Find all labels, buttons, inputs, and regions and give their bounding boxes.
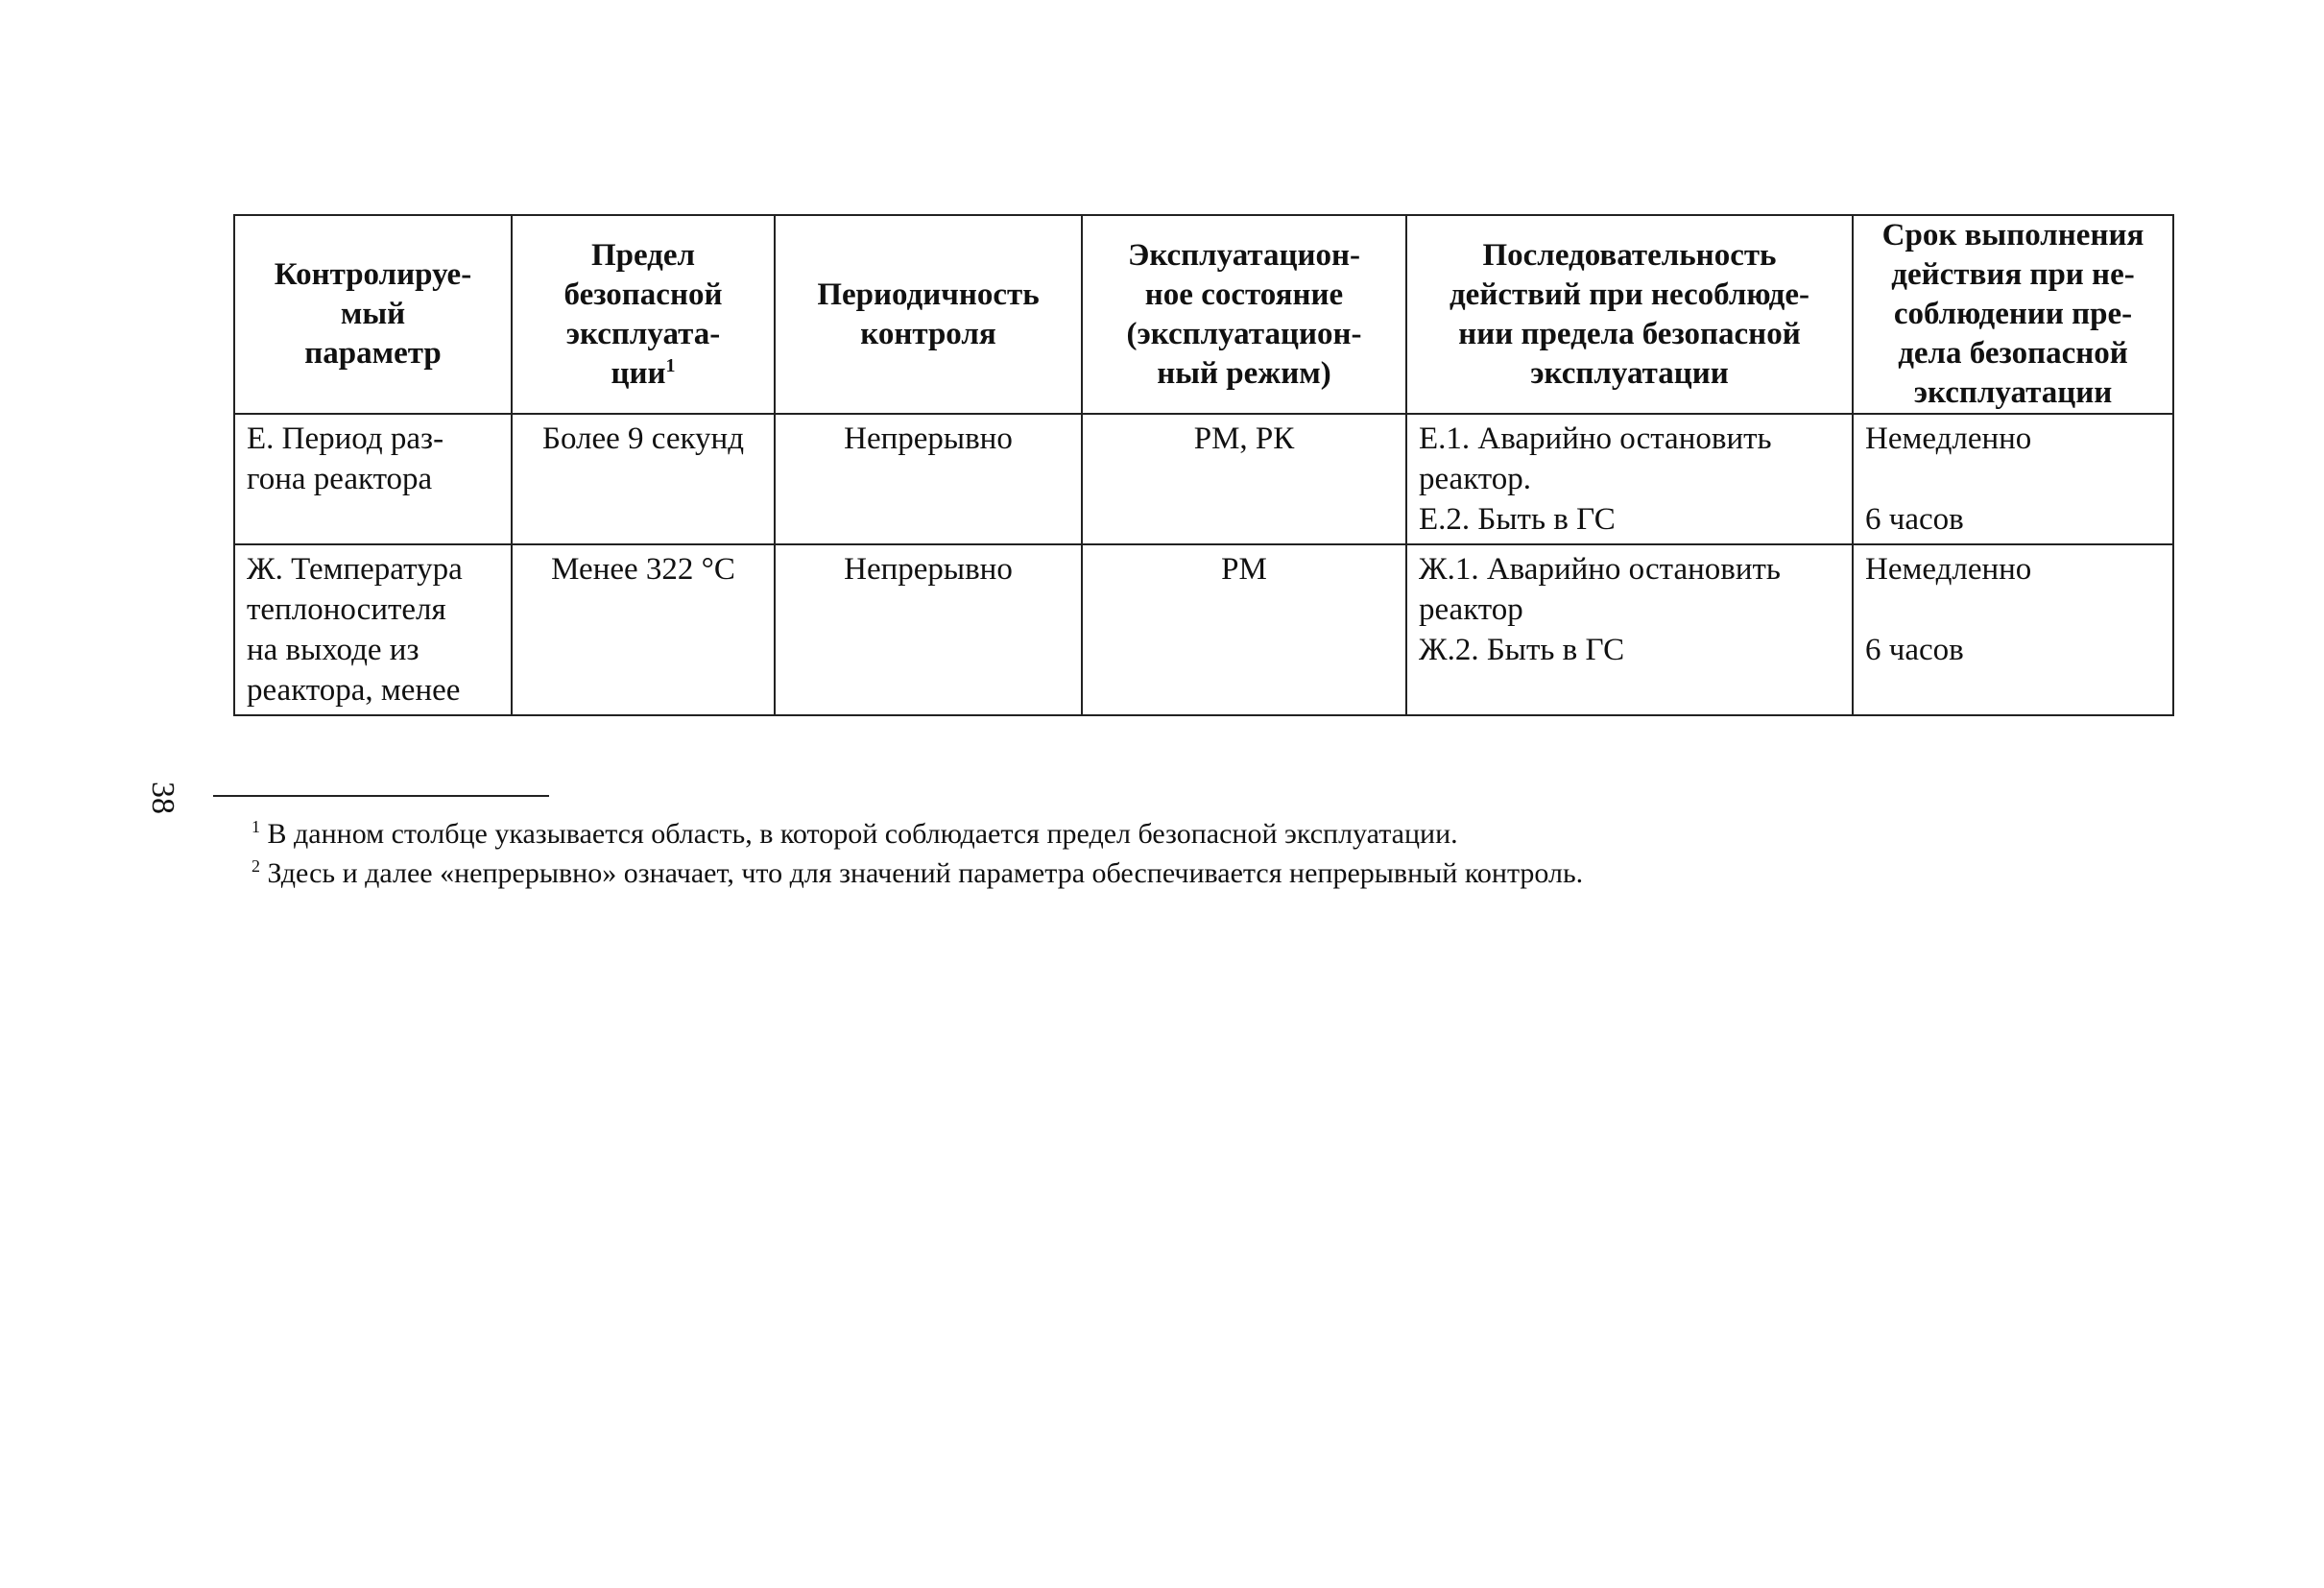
header-mode xyxy=(1082,215,1406,414)
header-line: (эксплуатацион- xyxy=(1126,316,1362,351)
cell-mode: РМ, РК xyxy=(1082,414,1406,544)
header-line: соблюдении пре- xyxy=(1893,297,2133,331)
footnote-1 xyxy=(252,814,1583,854)
cell-deadline: Немедленно 6 часов xyxy=(1853,544,2173,715)
header-line: Эксплуатацион- xyxy=(1127,237,1361,273)
header-line: Последовательность xyxy=(1482,237,1777,273)
footnote-2 xyxy=(252,854,1583,893)
footnote-mark: 1 xyxy=(252,817,260,836)
header-line: эксплуата- xyxy=(565,316,721,351)
header-line: Предел xyxy=(590,237,696,273)
header-deadline xyxy=(1853,215,2173,414)
cell-actions: Е.1. Аварийно остановить реактор. Е.2. Быть в ГС xyxy=(1406,414,1853,544)
table-row xyxy=(234,414,2173,544)
header-line: Срок выполнения xyxy=(1881,218,2144,253)
page-number: 38 xyxy=(145,782,180,814)
header-line: Периодичность xyxy=(817,277,1040,312)
header-line: эксплуатации xyxy=(1530,355,1729,391)
header-line: действий при несоблюде- xyxy=(1449,277,1809,312)
header-line: мый xyxy=(340,297,406,331)
header-line: дела безопасной xyxy=(1898,336,2128,371)
cell-parameter: Ж. Температура теплоносителя на выходе из реактора, менее xyxy=(234,544,512,715)
cell-periodicity: Непрерывно xyxy=(775,414,1082,544)
footnote-divider xyxy=(213,795,549,797)
cell-actions: Ж.1. Аварийно остановить реактор Ж.2. Быть в ГС xyxy=(1406,544,1853,715)
footnote-text: Здесь и далее «непрерывно» означает, что для значений параметра обеспечивается непрерывный контроль. xyxy=(267,857,1584,889)
header-line: параметр xyxy=(304,336,442,371)
cell-limit: Более 9 секунд xyxy=(512,414,775,544)
header-line: эксплуатации xyxy=(1913,375,2113,410)
header-line: безопасной xyxy=(563,277,723,312)
header-line: ции$^1$ xyxy=(611,354,676,391)
header-line: ный режим) xyxy=(1157,355,1331,391)
cell-periodicity: Непрерывно xyxy=(775,544,1082,715)
table-row xyxy=(234,544,2173,715)
header-line: нии предела безопасной xyxy=(1458,316,1801,351)
header-parameter xyxy=(234,215,512,414)
header-line: действия при не- xyxy=(1891,257,2135,292)
table-header-row xyxy=(234,215,2173,414)
header-periodicity xyxy=(775,215,1082,414)
footnote-mark: 1 xyxy=(665,354,676,376)
header-limit xyxy=(512,215,775,414)
footnote-text: В данном столбце указывается область, в которой соблюдается предел безопасной эксплуатации. xyxy=(267,818,1458,850)
header-line: Контролируе- xyxy=(274,257,472,292)
safety-limits-table xyxy=(233,214,2174,716)
cell-limit: Менее 322 °С xyxy=(512,544,775,715)
cell-deadline: Немедленно 6 часов xyxy=(1853,414,2173,544)
cell-mode: РМ xyxy=(1082,544,1406,715)
header-line: ное состояние xyxy=(1144,277,1344,312)
header-actions xyxy=(1406,215,1853,414)
footnote-mark: 2 xyxy=(252,856,260,876)
header-line: контроля xyxy=(860,316,996,351)
footnotes xyxy=(252,814,1583,893)
cell-parameter: Е. Период раз- гона реактора xyxy=(234,414,512,544)
